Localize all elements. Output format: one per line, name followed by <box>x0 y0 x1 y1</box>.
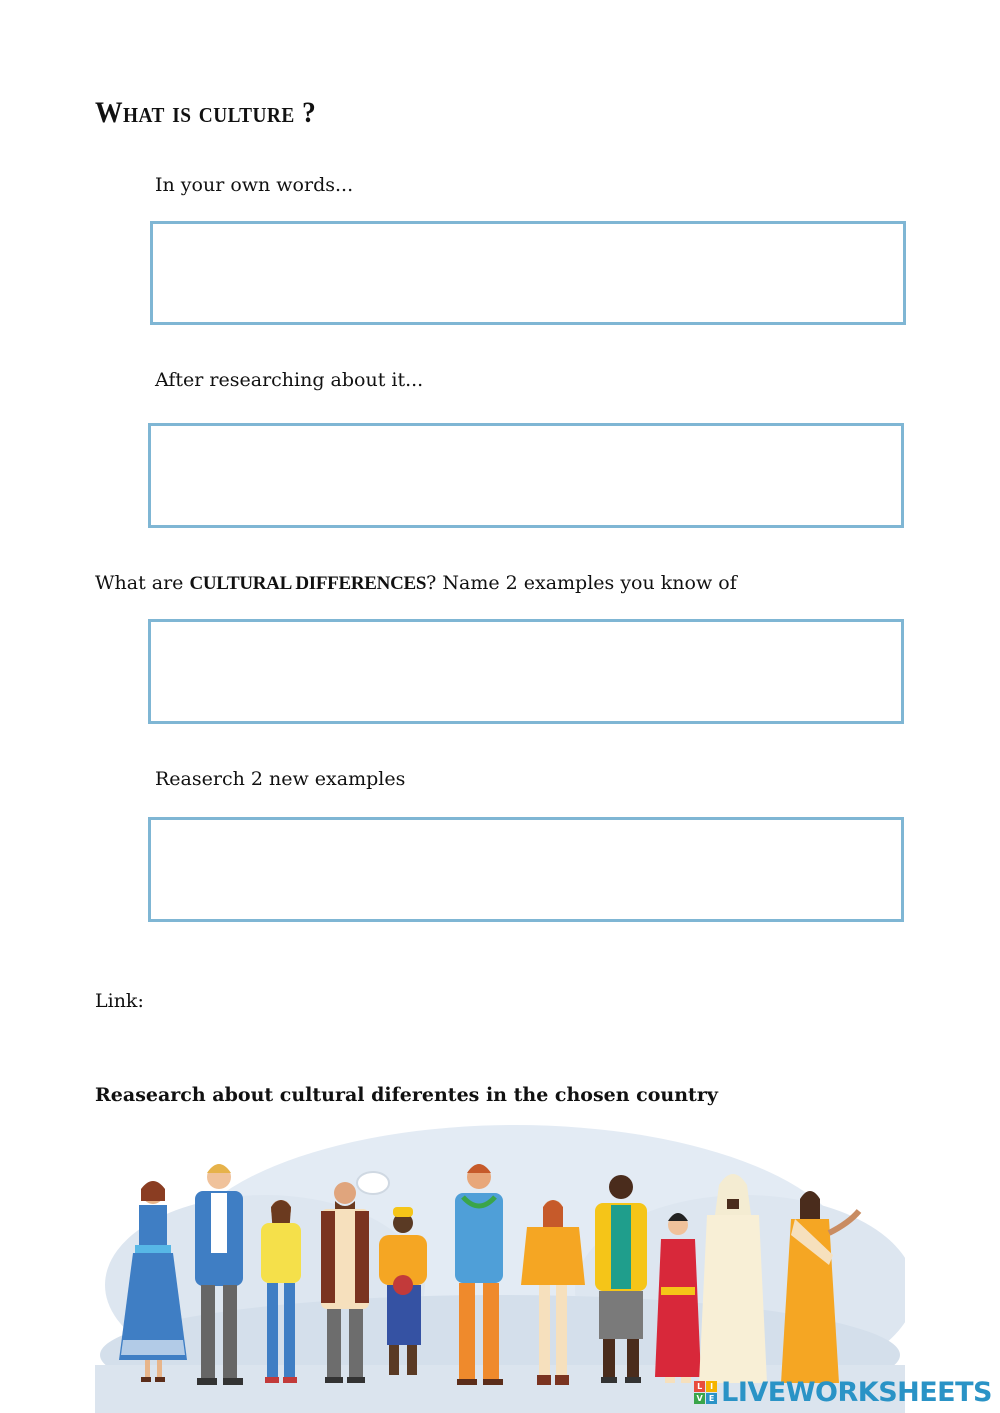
prompt-after-research: After researching about it... <box>155 369 424 391</box>
new-examples-answer-box[interactable] <box>148 817 904 922</box>
question-suffix: ? Name 2 examples you know of <box>426 572 737 594</box>
page-title: What is culture ? <box>95 96 317 129</box>
speech-bubble-icon <box>357 1172 389 1194</box>
diverse-people-illustration <box>95 1115 905 1413</box>
brand-mark-e: E <box>706 1393 717 1404</box>
liveworksheets-mark-icon <box>694 1381 717 1404</box>
brand-mark-i: I <box>706 1381 717 1392</box>
known-examples-answer-box[interactable] <box>148 619 904 724</box>
prompt-own-words: In your own words... <box>155 174 354 196</box>
question-keyword: CULTURAL DIFFERENCES <box>189 573 427 594</box>
own-words-answer-box[interactable] <box>150 221 906 325</box>
after-research-answer-box[interactable] <box>148 423 904 528</box>
cultural-differences-question <box>95 572 737 595</box>
question-prefix: What are <box>95 572 190 594</box>
liveworksheets-logo <box>694 1375 992 1409</box>
link-label: Link: <box>95 990 144 1012</box>
brand-mark-v: V <box>694 1393 705 1404</box>
brand-mark-l: L <box>694 1381 705 1392</box>
liveworksheets-wordmark: LIVEWORKSHEETS <box>721 1376 992 1408</box>
prompt-new-examples: Reaserch 2 new examples <box>155 768 406 790</box>
research-heading: Reasearch about cultural diferentes in the chosen country <box>95 1084 718 1106</box>
